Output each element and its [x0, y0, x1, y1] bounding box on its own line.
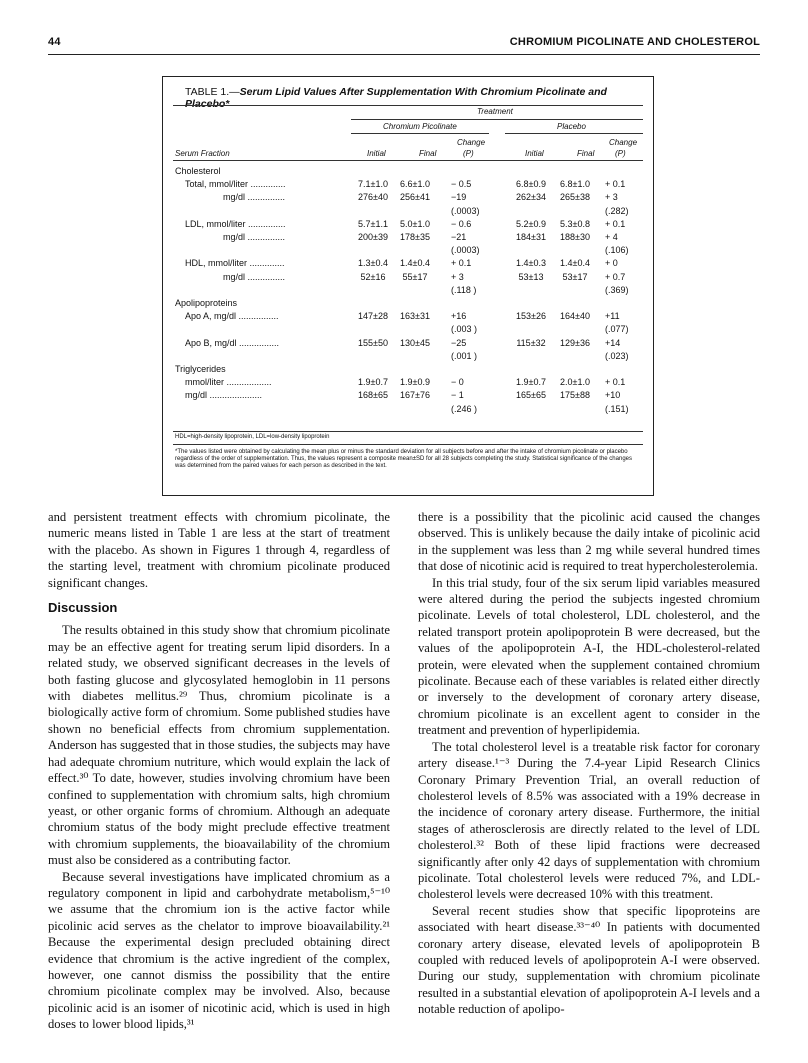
treatment-rule — [351, 119, 643, 120]
table-cell: 147±28 — [358, 311, 388, 322]
table-cell: 53±17 — [562, 271, 588, 282]
table-footnote: *The values listed were obtained by calculating the mean plus or minus the standard deviation for all subjects before and after the intake of chromium picolinate or placebo regardless of the order of supplementation. Thus, the values represent a composite mean±SD for all 28 subjects completing the study. Statistical significance of the changes was determined from the paired values for each person as described in the text. — [175, 449, 632, 469]
paragraph: The results obtained in this study show that chromium picolinate may be an effective agent for treating serum lipid disorders. In a related study, we observed significant decreases in the levels of both fasting glucose and glycosylated hemoglobin in 11 persons with diabetes mellitus.²⁹ Thus, chromium picolinate is a biologically active form of chromium. Some published studies have shown no beneficial effects from chromium supplementation. Anderson has suggested that in those studies, the subjects may have had adequate chromium nutriture, which would explain the lack of effect.³⁰ To date, however, studies involving chromium have been confined to supplementation with chromium salts, high chromium yeast, or other organic forms of chromium. Although an adequate chromium status of the body might preclude effective treatment with chromium supplements, the bioavailability of the chromium must also be considered as a contributing factor. — [48, 623, 390, 868]
table-bottom-rule — [173, 431, 643, 432]
table-cell: +14 — [605, 337, 621, 348]
row-label: Apolipoproteins — [175, 298, 238, 308]
table-cell: 155±50 — [358, 337, 388, 348]
row-label: mg/dl ............... — [223, 271, 286, 282]
table-cell: + 3 — [605, 192, 618, 203]
table-cell: 53±13 — [518, 271, 544, 282]
table-cell: − 0.5 — [451, 179, 472, 190]
table-cell: (.246 ) — [451, 403, 478, 414]
table-row — [163, 178, 653, 191]
col-initial-pl: Initial — [525, 149, 544, 158]
table-cell: (.001 ) — [451, 350, 478, 361]
table-cell: 130±45 — [400, 337, 430, 348]
table-cell: (.151) — [605, 403, 629, 414]
table-cell: 2.0±1.0 — [560, 377, 590, 388]
table-cell: 168±65 — [358, 390, 388, 401]
row-label: Apo B, mg/dl ................ — [185, 337, 280, 348]
table-cell: (.369) — [605, 284, 629, 295]
table-cell: 1.9±0.7 — [516, 377, 546, 388]
table-cell: −25 — [451, 337, 467, 348]
table-cell: 200±39 — [358, 232, 388, 242]
row-label: Triglycerides — [175, 364, 226, 374]
row-label: Cholesterol — [175, 166, 221, 176]
col-change-cp-1: Change — [457, 138, 486, 147]
table-cell: 6.6±1.0 — [400, 179, 430, 190]
table-row — [163, 403, 653, 416]
table-row — [163, 244, 653, 257]
row-label: HDL, mmol/liter .............. — [185, 258, 285, 269]
col-final-cp: Final — [419, 149, 437, 158]
table-cell: 262±34 — [516, 192, 546, 203]
col-serum-fraction: Serum Fraction — [175, 149, 230, 158]
table-cell: 5.2±0.9 — [516, 218, 546, 229]
table-row — [163, 350, 653, 363]
table-cell: 165±65 — [516, 390, 546, 401]
table-cell: (.023) — [605, 350, 629, 361]
table-cell: (.077) — [605, 324, 629, 335]
table-cell: + 3 — [451, 271, 464, 282]
group-placebo-rule — [505, 133, 643, 134]
table-cell: 1.9±0.7 — [358, 377, 388, 388]
table-row — [163, 218, 653, 231]
table-cell: +11 — [605, 311, 620, 322]
group-placebo-header: Placebo — [557, 122, 586, 131]
table-cell: 276±40 — [358, 192, 388, 203]
table-row — [163, 310, 653, 323]
table-row — [163, 376, 653, 389]
table-cell: (.0003) — [451, 245, 480, 256]
table-cell: 115±32 — [516, 337, 546, 348]
table-cell: 188±30 — [560, 232, 590, 242]
table-cell: 163±31 — [400, 311, 430, 322]
table-row — [163, 271, 653, 284]
table-row — [163, 257, 653, 270]
header-rule — [48, 54, 760, 55]
table-cell: (.118 ) — [451, 284, 477, 295]
running-title: CHROMIUM PICOLINATE AND CHOLESTEROL — [509, 36, 760, 48]
table-row — [163, 284, 653, 297]
table-cell: 178±35 — [400, 232, 430, 242]
paragraph: The total cholesterol level is a treatable risk factor for coronary artery disease.¹⁻³ During the 7.4-year Lipid Research Clinics Coronary Primary Prevention Trial, an overall reduction of cholesterol levels of 8.5% was associated with a 19% decrease in the incidence of coronary artery disease. Furthermore, the initial stages of atherosclerosis are directly related to the level of LDL cholesterol.³² Both of these lipid fractions were decreased significantly after only 42 days of supplementation with chromium picolinate. Total cholesterol levels were reduced 7%, and LDL-cholesterol levels were decreased 10% with this treatment. — [418, 739, 760, 902]
table-cell: + 0.1 — [605, 179, 626, 190]
table-cell: 184±31 — [516, 232, 546, 242]
footnote-rule — [173, 444, 643, 445]
table-cell: (.0003) — [451, 205, 480, 216]
table-cell: 129±36 — [560, 337, 590, 348]
table-cell: 1.3±0.4 — [358, 258, 388, 269]
table-cell: − 1 — [451, 390, 464, 401]
table-row — [163, 165, 653, 178]
row-label: mg/dl ............... — [223, 192, 286, 203]
paragraph: and persistent treatment effects with chromium picolinate, the numeric means listed in Table 1 are less at the start of treatment with the placebo. As shown in Figures 1 through 4, regardless of the starting level, treatment with chromium picolinate produced significant changes. — [48, 510, 390, 590]
table-cell: (.106) — [605, 245, 629, 256]
row-label: Total, mmol/liter .............. — [185, 179, 286, 190]
table-cell: 1.4±0.4 — [400, 258, 430, 269]
table-cell: 256±41 — [400, 192, 430, 203]
row-label: LDL, mmol/liter ............... — [185, 218, 286, 229]
table-cell: 265±38 — [560, 192, 590, 203]
table-title: TABLE 1.—Serum Lipid Values After Supplementation With Chromium Picolinate and Placebo* — [185, 86, 607, 110]
table-cell: + 0.7 — [605, 271, 626, 282]
table-cell: 7.1±1.0 — [358, 179, 388, 190]
table-cell: + 0.1 — [605, 218, 626, 229]
section-heading-discussion: Discussion — [48, 600, 118, 616]
table-abbreviations: HDL=high-density lipoprotein, LDL=low-density lipoprotein — [175, 434, 330, 440]
table-cell: 5.0±1.0 — [400, 218, 430, 229]
right-column — [418, 509, 760, 1018]
table-cell: (.282) — [605, 205, 629, 216]
row-label: mg/dl ............... — [223, 232, 286, 242]
paragraph: Because several investigations have implicated chromium as a regulatory component in lipid and carbohydrate metabolism,⁵⁻¹⁰ we assume that the chromium ion is the active factor while picolinic acid serves as the chelator to improve bioavailability.²¹ Because the experimental design precluded obtaining direct evidence that chromium is the active ingredient of the complex, however, one cannot dismiss the possibility that the entire chromium picolinate complex may be involved. Also, because picolinic acid is an isomer of nicotinic acid, which is used in high doses to lower blood lipids,³¹ — [48, 869, 390, 1032]
table-cell: 5.3±0.8 — [560, 218, 590, 229]
table-row — [163, 231, 653, 244]
table-cell: 6.8±0.9 — [516, 179, 546, 190]
paragraph: Several recent studies show that specific lipoproteins are associated with heart disease.³³⁻⁴⁰ In patients with documented coronary artery disease, elevated levels of apolipoprotein B coupled with reduced levels of apolipoprotein A-I were observed. During our study, supplementation with chromium picolinate resulted in a substantial elevation of apolipoprotein A-I levels and a notable reduction of apolipo- — [418, 903, 760, 1017]
col-change-pl-1: Change — [609, 138, 638, 147]
table-cell: +10 — [605, 390, 621, 401]
paragraph: there is a possibility that the picolinic acid caused the changes observed. This is unlikely because the daily intake of picolinic acid in the supplement was less than 2 mg while several hundred times that dose of nicotinic acid is required to treat hypercholesterolemia. — [418, 510, 760, 574]
left-column — [48, 509, 390, 1033]
col-change-pl-2: (P) — [615, 149, 626, 158]
row-label: Apo A, mg/dl ................ — [185, 311, 279, 322]
table-row — [163, 389, 653, 402]
table-cell: 55±17 — [402, 271, 428, 282]
table-cell: (.003 ) — [451, 324, 478, 335]
col-initial-cp: Initial — [367, 149, 386, 158]
table-cell: − 0 — [451, 377, 464, 388]
table-row — [163, 363, 653, 376]
table-row — [163, 337, 653, 350]
table-cell: 1.9±0.9 — [400, 377, 430, 388]
table-cell: 52±16 — [360, 271, 386, 282]
table-cell: 1.4±0.4 — [560, 258, 590, 269]
table-cell: −19 — [451, 192, 467, 203]
table-cell: −21 — [451, 232, 467, 242]
table-cell: +16 — [451, 311, 467, 322]
table-cell: + 0 — [605, 258, 618, 269]
col-change-cp-2: (P) — [463, 149, 474, 158]
group-cp-header: Chromium Picolinate — [383, 122, 457, 131]
treatment-header: Treatment — [477, 107, 513, 116]
table-top-rule — [173, 105, 643, 106]
col-final-pl: Final — [577, 149, 595, 158]
table-cell: − 0.6 — [451, 218, 472, 229]
table-row — [163, 323, 653, 336]
table-cell: + 0.1 — [451, 258, 472, 269]
table-1 — [162, 76, 654, 496]
table-row — [163, 205, 653, 218]
table-cell: 153±26 — [516, 311, 546, 322]
table-cell: 1.4±0.3 — [516, 258, 546, 269]
table-cell: 5.7±1.1 — [358, 218, 388, 229]
table-cell: + 0.1 — [605, 377, 626, 388]
page-number: 44 — [48, 36, 61, 48]
table-cell: 167±76 — [400, 390, 430, 401]
table-cell: + 4 — [605, 232, 618, 242]
paragraph: In this trial study, four of the six serum lipid variables measured were altered during the period the subjects ingested chromium picolinate. Levels of total cholesterol, LDL cholesterol, and the related transport protein apolipoprotein B were decreased, but the values of the apolipoprotein A-I, the HDL-cholesterol-related protein, were elevated when the supplement contained chromium picolinate. Because each of these variables is related either directly or inversely to the development of coronary artery disease, chromium picolinate is an excellent agent to consider in the treatment and prevention of hyperlipidemia. — [418, 575, 760, 738]
table-row — [163, 297, 653, 310]
table-row — [163, 191, 653, 204]
table-header-rule — [173, 160, 643, 161]
group-cp-rule — [351, 133, 489, 134]
table-cell: 6.8±1.0 — [560, 179, 590, 190]
row-label: mmol/liter .................. — [185, 377, 272, 388]
table-cell: 164±40 — [560, 311, 590, 322]
row-label: mg/dl ..................... — [185, 390, 263, 401]
table-cell: 175±88 — [560, 390, 590, 401]
